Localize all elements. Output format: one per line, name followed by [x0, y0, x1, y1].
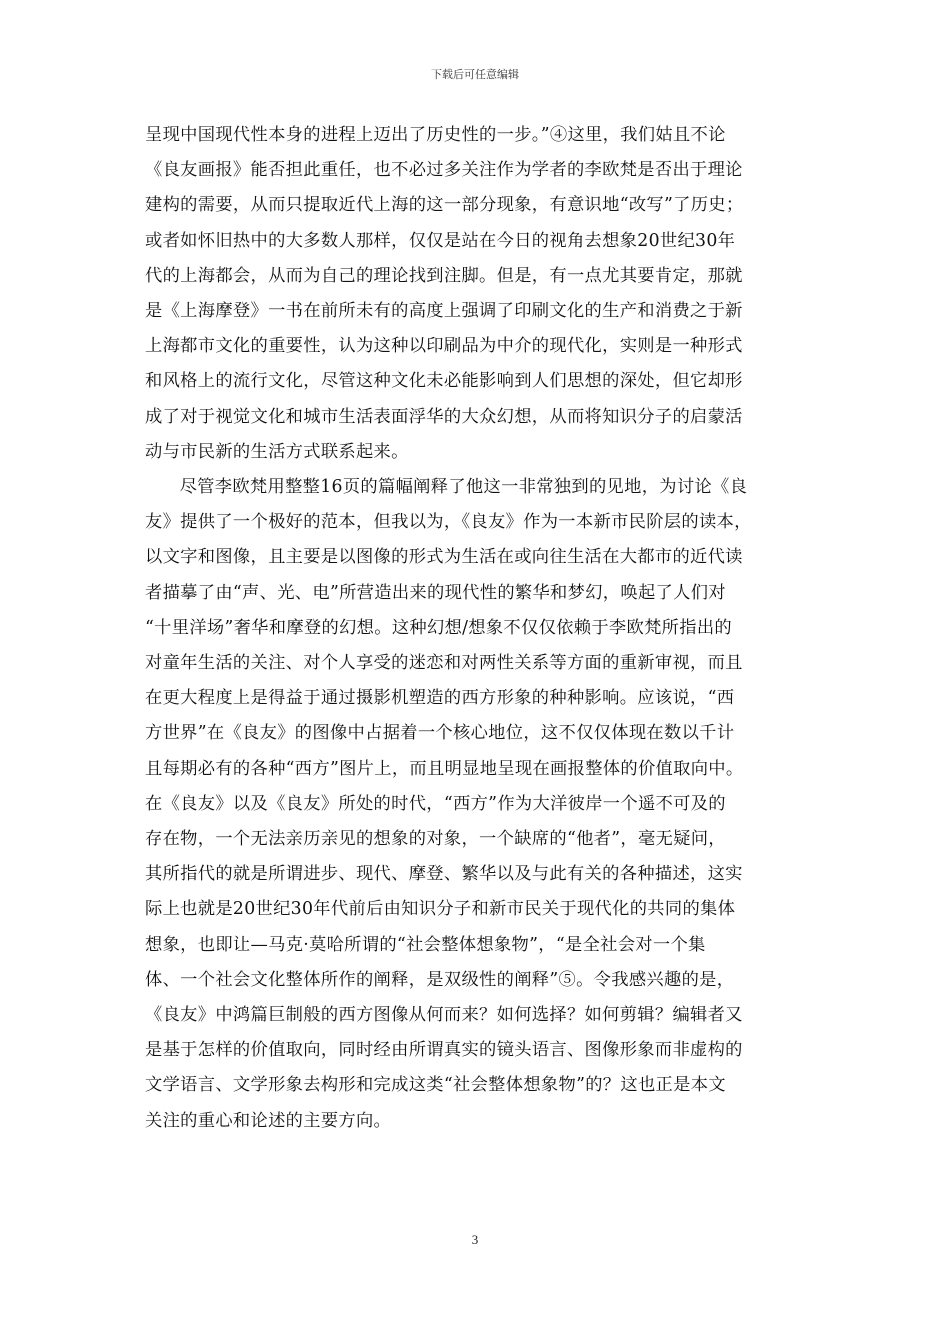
page-number: 3 [471, 1232, 479, 1247]
page-header: 下载后可任意编辑 [431, 68, 519, 81]
paragraph-main: 尽管李欧梵用整整16页的篇幅阐释了他这一非常独到的见地，为讨论《良 友》提供了一个极好的范本，但我以为，《良友》作为一本新市民阶层的读本， 以文字和图像，且主要是以图像的形式为生活在或向往生活在大都市的近代读 者描摹了由“声、光、电”所营造出来的现代性的繁华和梦幻，唤起了人们对 “十里洋场”奢华和摩登的幻想。这种幻想/想象不仅仅依赖于李欧梵所指出的 对童年生活的关注、对个人享受的迷恋和对两性关系等方面的重新审视，而且 在更大程度上是得益于通过摄影机塑造的西方形象的种种影响。应该说，“西 方世界”在《良友》的图像中占据着一个核心地位，这不仅仅体现在数以千计 且每期必有的各种“西方”图片上，而且明显地呈现在画报整体的价值取向中。 在《良友》以及《良友》所处的时代，“西方”作为大洋彼岸一个遥不可及的 存在物，一个无法亲历亲见的想象的对象，一个缺席的“他者”，毫无疑问， 其所指代的就是所谓进步、现代、摩登、繁华以及与此有关的各种描述，这实 际上也就是20世纪30年代前后由知识分子和新市民关于现代化的共同的集体 想象，也即让—马克·莫哈所谓的“社会整体想象物”，“是全社会对一个集 体、一个社会文化整体所作的阐释，是双级性的阐释”⑤。令我感兴趣的是， 《良友》中鸿篇巨制般的西方图像从何而来？如何选择？如何剪辑？编辑者又 是基于怎样的价值取向，同时经由所谓真实的镜头语言、图像形象而非虚构的 文学语言、文学形象去构形和完成这类“社会整体想象物”的？这也正是本文 关注的重心和论述的主要方向。 [145, 477, 752, 1131]
body-text [145, 118, 813, 1139]
paragraph-continuation: 呈现中国现代性本身的进程上迈出了历史性的一步。”④这里，我们姑且不论 《良友画报》能否担此重任，也不必过多关注作为学者的李欧梵是否出于理论 建构的需要，从而只提取近代上海的这一部分现象，有意识地“改写”了历史； 或者如怀旧热中的大多数人那样，仅仅是站在今日的视角去想象20世纪30年 代的上海都会，从而为自己的理论找到注脚。但是，有一点尤其要肯定，那就 是《上海摩登》一书在前所未有的高度上强调了印刷文化的生产和消费之于新 上海都市文化的重要性，认为这种以印刷品为中介的现代化，实则是一种形式 和风格上的流行文化，尽管这种文化未必能影响到人们思想的深处，但它却形 成了对于视觉文化和城市生活表面浮华的大众幻想，从而将知识分子的启蒙活 动与市民新的生活方式联系起来。 [145, 125, 744, 462]
